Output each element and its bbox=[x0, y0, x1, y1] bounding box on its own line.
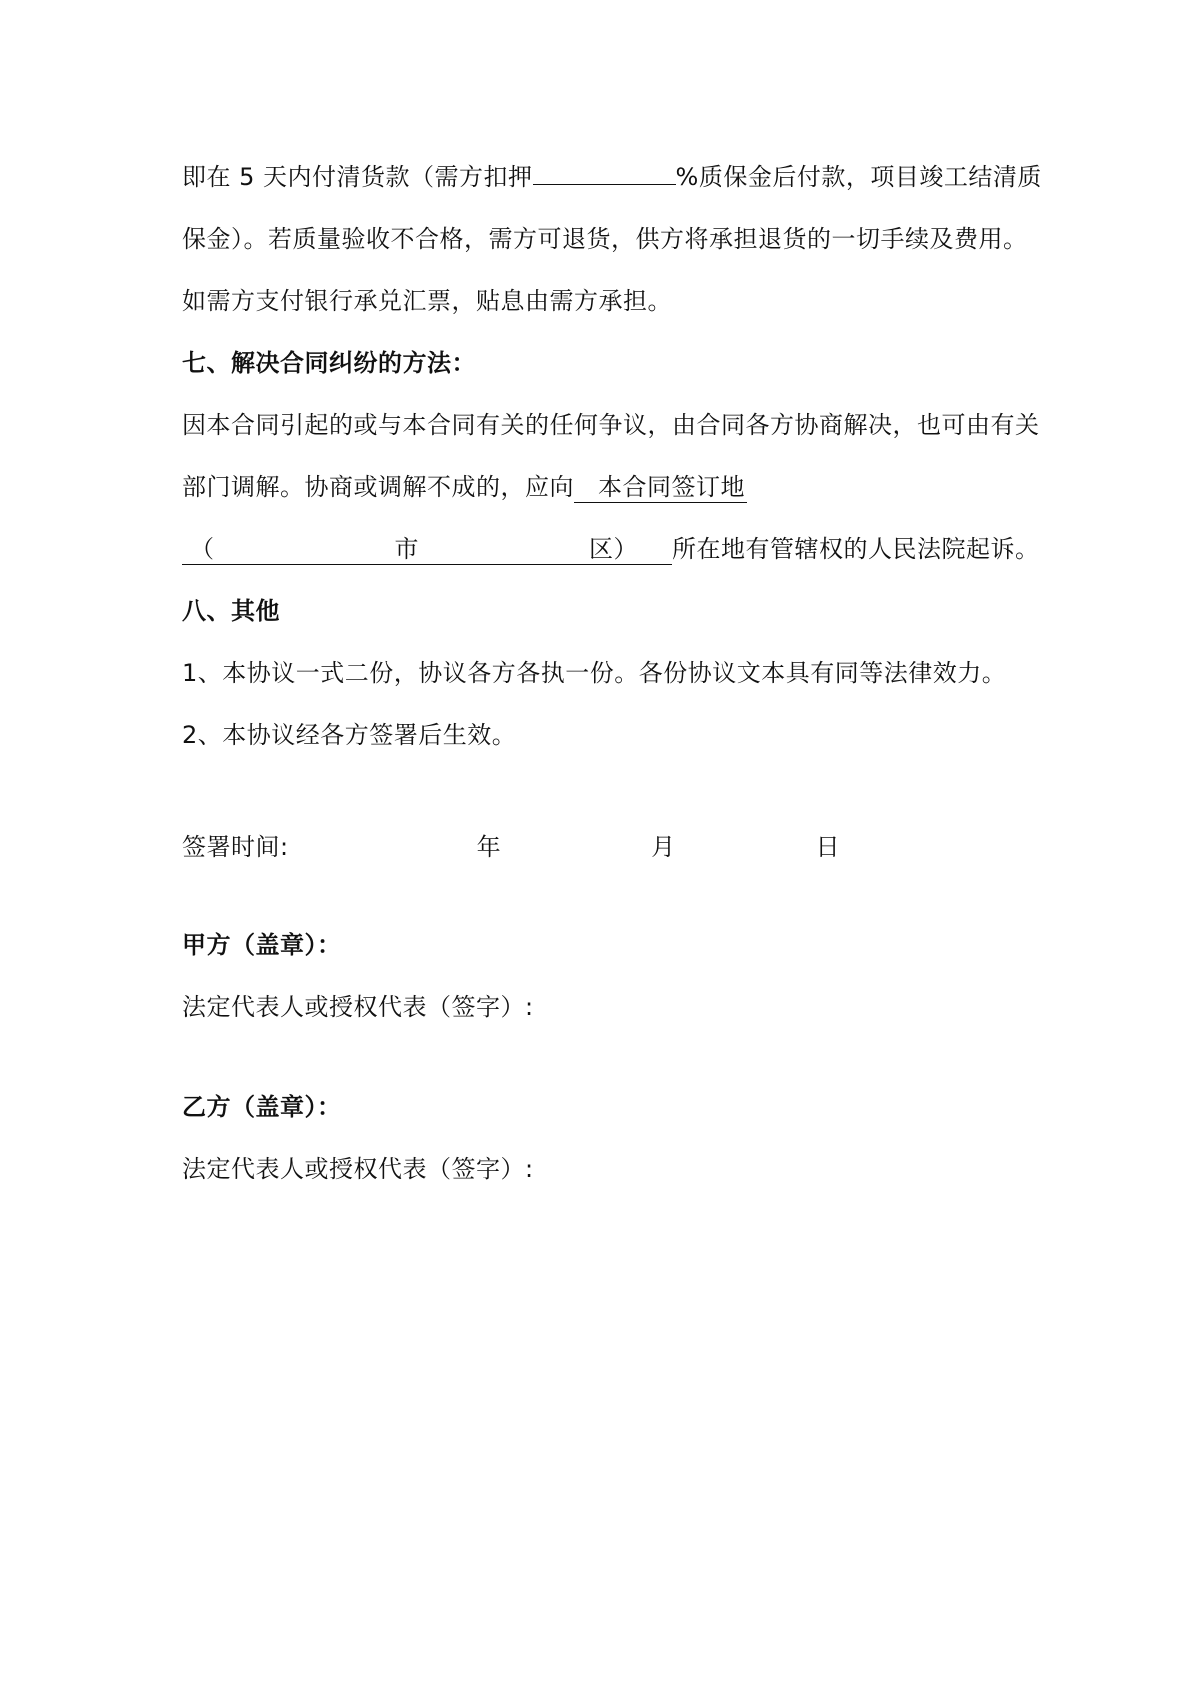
dispute-line-2-start: 部门调解。协商或调解不成的，应向 bbox=[182, 473, 574, 501]
payment-line-2: 保金）。若质量验收不合格，需方可退货，供方将承担退货的一切手续及费用。 bbox=[182, 225, 1028, 253]
deposit-percent-blank[interactable] bbox=[533, 184, 676, 185]
payment-line-1-end: %质保金后付款，项目竣工结清质 bbox=[675, 163, 1042, 191]
payment-line-1-start: 即在 5 天内付清货款（需方扣押 bbox=[182, 163, 533, 191]
dispute-line-2 bbox=[182, 470, 747, 504]
dispute-line-3 bbox=[182, 532, 1040, 566]
signing-date-line bbox=[182, 830, 840, 864]
party-b-representative: 法定代表人或授权代表（签字）: bbox=[182, 1155, 534, 1183]
section-heading-other: 八、其他 bbox=[182, 597, 280, 625]
section-heading-dispute: 七、解决合同纠纷的方法： bbox=[182, 349, 476, 377]
court-location-field[interactable] bbox=[182, 534, 672, 565]
paren-open: （ bbox=[190, 535, 215, 563]
district-label: 区） bbox=[589, 535, 638, 563]
month-label: 月 bbox=[651, 833, 676, 861]
party-a-heading: 甲方（盖章）： bbox=[182, 931, 342, 959]
court-place-field[interactable]: 本合同签订地 bbox=[574, 472, 747, 503]
other-item-1: 1、本协议一式二份，协议各方各执一份。各份协议文本具有同等法律效力。 bbox=[182, 659, 1007, 687]
dispute-line-3-end: 所在地有管辖权的人民法院起诉。 bbox=[672, 535, 1040, 563]
year-label: 年 bbox=[476, 833, 502, 861]
party-a-representative: 法定代表人或授权代表（签字）: bbox=[182, 993, 534, 1021]
payment-line-1 bbox=[182, 160, 1042, 194]
dispute-line-1: 因本合同引起的或与本合同有关的任何争议，由合同各方协商解决，也可由有关 bbox=[182, 411, 1040, 439]
other-item-2: 2、本协议经各方签署后生效。 bbox=[182, 721, 517, 749]
signing-date-label: 签署时间: bbox=[182, 833, 289, 861]
day-label: 日 bbox=[815, 833, 841, 861]
city-label: 市 bbox=[394, 535, 419, 563]
payment-line-3: 如需方支付银行承兑汇票，贴息由需方承担。 bbox=[182, 287, 672, 315]
party-b-heading: 乙方（盖章）： bbox=[182, 1093, 342, 1121]
